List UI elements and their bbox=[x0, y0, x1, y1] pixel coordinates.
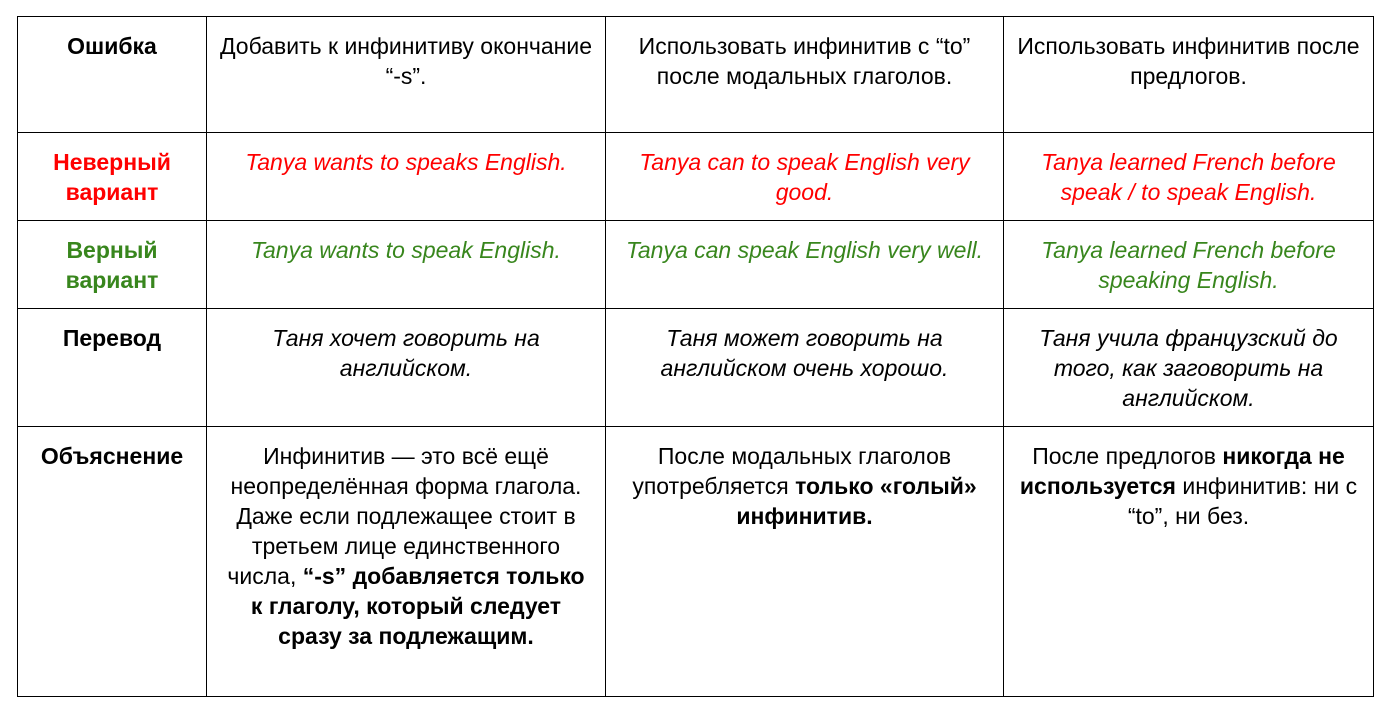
translation-3: Таня учила французский до того, как заговорить на английском. bbox=[1004, 309, 1374, 427]
table-row-explanation bbox=[18, 427, 1374, 697]
grammar-errors-table bbox=[17, 16, 1374, 697]
wrong-example-1: Tanya wants to speaks English. bbox=[207, 133, 606, 221]
wrong-example-2: Tanya can to speak English very good. bbox=[606, 133, 1004, 221]
error-cell-2: Использовать инфинитив с “to” после модальных глаголов. bbox=[606, 17, 1004, 133]
table-row-error bbox=[18, 17, 1374, 133]
translation-2: Таня может говорить на английском очень хорошо. bbox=[606, 309, 1004, 427]
explanation-3-emphasis: никогда не используется bbox=[1019, 443, 1345, 499]
wrong-example-3: Tanya learned French before speak / to speak English. bbox=[1004, 133, 1374, 221]
row-label-explanation: Объяснение bbox=[18, 427, 207, 697]
translation-1: Таня хочет говорить на английском. bbox=[207, 309, 606, 427]
table-row-wrong bbox=[18, 133, 1374, 221]
row-label-wrong: Неверный вариант bbox=[18, 133, 207, 221]
explanation-1-emphasis: “-s” добавляется только к глаголу, который следует сразу за подлежащим. bbox=[250, 563, 585, 649]
row-label-right: Верный вариант bbox=[18, 221, 207, 309]
explanation-2 bbox=[606, 427, 1004, 697]
explanation-3-text-before: После предлогов bbox=[1032, 443, 1216, 469]
table-row-translation bbox=[18, 309, 1374, 427]
right-example-3: Tanya learned French before speaking English. bbox=[1004, 221, 1374, 309]
explanation-1-text: Инфинитив — это всё ещё неопределённая форма глагола. Даже если подлежащее стоит в третьем лице единственного числа, bbox=[227, 443, 582, 589]
explanation-1 bbox=[207, 427, 606, 697]
error-cell-1: Добавить к инфинитиву окончание “-s”. bbox=[207, 17, 606, 133]
error-cell-3: Использовать инфинитив после предлогов. bbox=[1004, 17, 1374, 133]
row-label-error: Ошибка bbox=[18, 17, 207, 133]
right-example-2: Tanya can speak English very well. bbox=[606, 221, 1004, 309]
explanation-2-text: После модальных глаголов употребляется bbox=[632, 443, 952, 499]
explanation-2-emphasis: только «голый» инфинитив. bbox=[736, 473, 977, 529]
row-label-translation: Перевод bbox=[18, 309, 207, 427]
explanation-3-text-after: инфинитив: ни с “to”, ни без. bbox=[1127, 473, 1358, 529]
right-example-1: Tanya wants to speak English. bbox=[207, 221, 606, 309]
table-row-right bbox=[18, 221, 1374, 309]
explanation-3 bbox=[1004, 427, 1374, 697]
